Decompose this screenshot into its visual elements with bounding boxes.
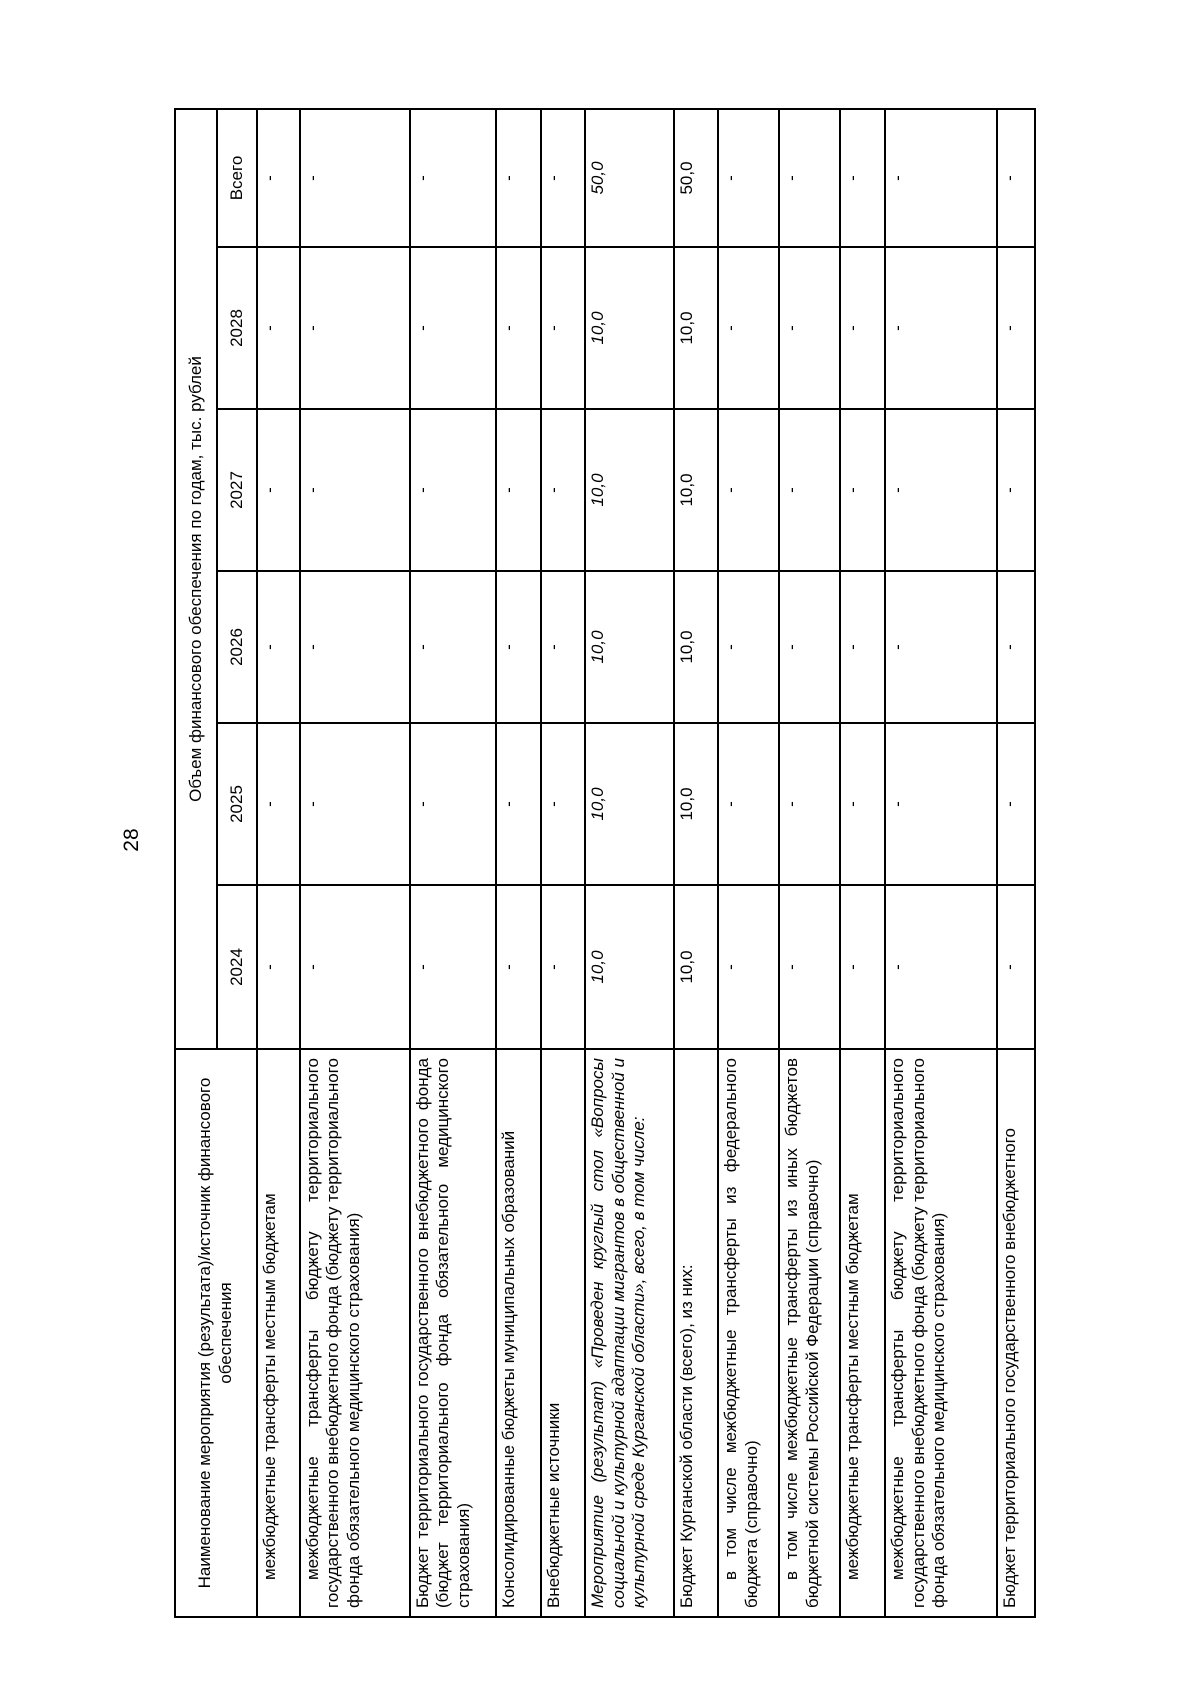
cell-2027: -: [779, 409, 840, 571]
cell-2028: -: [300, 247, 410, 409]
cell-2024: 10,0: [585, 885, 674, 1049]
row-name: межбюджетные трансферты местным бюджетам: [840, 1049, 884, 1617]
row-name: Бюджет территориального государственного внебюджетного: [997, 1049, 1035, 1617]
cell-total: 50,0: [674, 109, 718, 247]
table-row: [674, 109, 718, 1617]
rotated-page-content: [174, 110, 1036, 1618]
cell-2028: -: [541, 247, 585, 409]
header-year-2026: 2026: [217, 571, 257, 723]
cell-2027: 10,0: [585, 409, 674, 571]
cell-total: -: [885, 109, 997, 247]
cell-total: -: [410, 109, 497, 247]
table-row: [997, 109, 1035, 1617]
header-year-2028: 2028: [217, 247, 257, 409]
row-name: межбюджетные трансферты местным бюджетам: [257, 1049, 299, 1617]
cell-2025: -: [885, 723, 997, 885]
table-row: [840, 109, 884, 1617]
cell-2026: 10,0: [585, 571, 674, 723]
cell-2025: -: [997, 723, 1035, 885]
cell-2027: -: [541, 409, 585, 571]
cell-total: -: [496, 109, 540, 247]
cell-2027: -: [410, 409, 497, 571]
cell-2026: -: [410, 571, 497, 723]
cell-2027: -: [997, 409, 1035, 571]
cell-2026: -: [300, 571, 410, 723]
row-name: Внебюджетные источники: [541, 1049, 585, 1617]
cell-total: 50,0: [585, 109, 674, 247]
row-name: Консолидированные бюджеты муниципальных образований: [496, 1049, 540, 1617]
cell-2026: -: [541, 571, 585, 723]
table-row: [496, 109, 540, 1617]
cell-2024: -: [541, 885, 585, 1049]
cell-total: -: [257, 109, 299, 247]
cell-2028: 10,0: [674, 247, 718, 409]
header-total: Всего: [217, 109, 257, 247]
cell-2027: 10,0: [674, 409, 718, 571]
cell-2028: -: [885, 247, 997, 409]
table-row: [885, 109, 997, 1617]
cell-2025: 10,0: [674, 723, 718, 885]
cell-total: -: [997, 109, 1035, 247]
cell-2024: -: [718, 885, 779, 1049]
cell-2024: -: [496, 885, 540, 1049]
cell-total: -: [541, 109, 585, 247]
row-name: межбюджетные трансферты бюджету территориального государственного внебюджетного фонда (бюджету территориального фонда обязательного медицинского страхования): [885, 1049, 997, 1617]
row-name: Бюджет Курганской области (всего), из них:: [674, 1049, 718, 1617]
cell-2027: -: [300, 409, 410, 571]
header-name-column: Наименование мероприятия (результата)/источник финансового обеспечения: [175, 1049, 257, 1617]
cell-2025: -: [300, 723, 410, 885]
cell-2024: -: [410, 885, 497, 1049]
cell-2025: -: [718, 723, 779, 885]
cell-2027: -: [718, 409, 779, 571]
table-row: [541, 109, 585, 1617]
cell-2025: -: [257, 723, 299, 885]
cell-2028: -: [410, 247, 497, 409]
header-year-2027: 2027: [217, 409, 257, 571]
table-row: [779, 109, 840, 1617]
cell-total: -: [300, 109, 410, 247]
cell-2024: 10,0: [674, 885, 718, 1049]
cell-2026: 10,0: [674, 571, 718, 723]
cell-2026: -: [840, 571, 884, 723]
cell-2024: -: [840, 885, 884, 1049]
header-row-1: [175, 109, 217, 1617]
cell-2025: -: [840, 723, 884, 885]
cell-2027: -: [496, 409, 540, 571]
header-year-2025: 2025: [217, 723, 257, 885]
cell-total: -: [718, 109, 779, 247]
cell-2028: -: [496, 247, 540, 409]
cell-2025: -: [541, 723, 585, 885]
cell-2028: -: [718, 247, 779, 409]
cell-2026: -: [779, 571, 840, 723]
financing-table: [174, 108, 1036, 1618]
table-row: [718, 109, 779, 1617]
cell-2027: -: [257, 409, 299, 571]
cell-2028: -: [840, 247, 884, 409]
cell-2026: -: [496, 571, 540, 723]
cell-2026: -: [718, 571, 779, 723]
cell-2027: -: [885, 409, 997, 571]
table-row: [257, 109, 299, 1617]
cell-2028: -: [779, 247, 840, 409]
row-name: в том числе межбюджетные трансферты из федерального бюджета (справочно): [718, 1049, 779, 1617]
row-name: Мероприятие (результат) «Проведен круглый стол «Вопросы социальной и культурной адаптации мигрантов в общественной и культурной среде Курганской области», всего, в том числе:: [585, 1049, 674, 1617]
cell-2027: -: [840, 409, 884, 571]
row-name: межбюджетные трансферты бюджету территориального государственного внебюджетного фонда (бюджету территориального фонда обязательного медицинского страхования): [300, 1049, 410, 1617]
cell-2024: -: [257, 885, 299, 1049]
cell-2024: -: [300, 885, 410, 1049]
cell-total: -: [779, 109, 840, 247]
cell-2025: 10,0: [585, 723, 674, 885]
cell-2025: -: [410, 723, 497, 885]
cell-2026: -: [257, 571, 299, 723]
table-row: [410, 109, 497, 1617]
row-name: в том числе межбюджетные трансферты из иных бюджетов бюджетной системы Российской Федерации (справочно): [779, 1049, 840, 1617]
table-row: [300, 109, 410, 1617]
table-row: [585, 109, 674, 1617]
cell-2026: -: [997, 571, 1035, 723]
cell-2028: -: [997, 247, 1035, 409]
cell-2028: -: [257, 247, 299, 409]
cell-2024: -: [885, 885, 997, 1049]
cell-2025: -: [779, 723, 840, 885]
cell-2025: -: [496, 723, 540, 885]
cell-2028: 10,0: [585, 247, 674, 409]
cell-2026: -: [885, 571, 997, 723]
page-number: 28: [120, 828, 143, 852]
header-year-2024: 2024: [217, 885, 257, 1049]
cell-2024: -: [997, 885, 1035, 1049]
cell-total: -: [840, 109, 884, 247]
header-volume-group: Объем финансового обеспечения по годам, тыс. рублей: [175, 109, 217, 1049]
row-name: Бюджет территориального государственного внебюджетного фонда (бюджет территориального фонда обязательного медицинского страхования): [410, 1049, 497, 1617]
cell-2024: -: [779, 885, 840, 1049]
